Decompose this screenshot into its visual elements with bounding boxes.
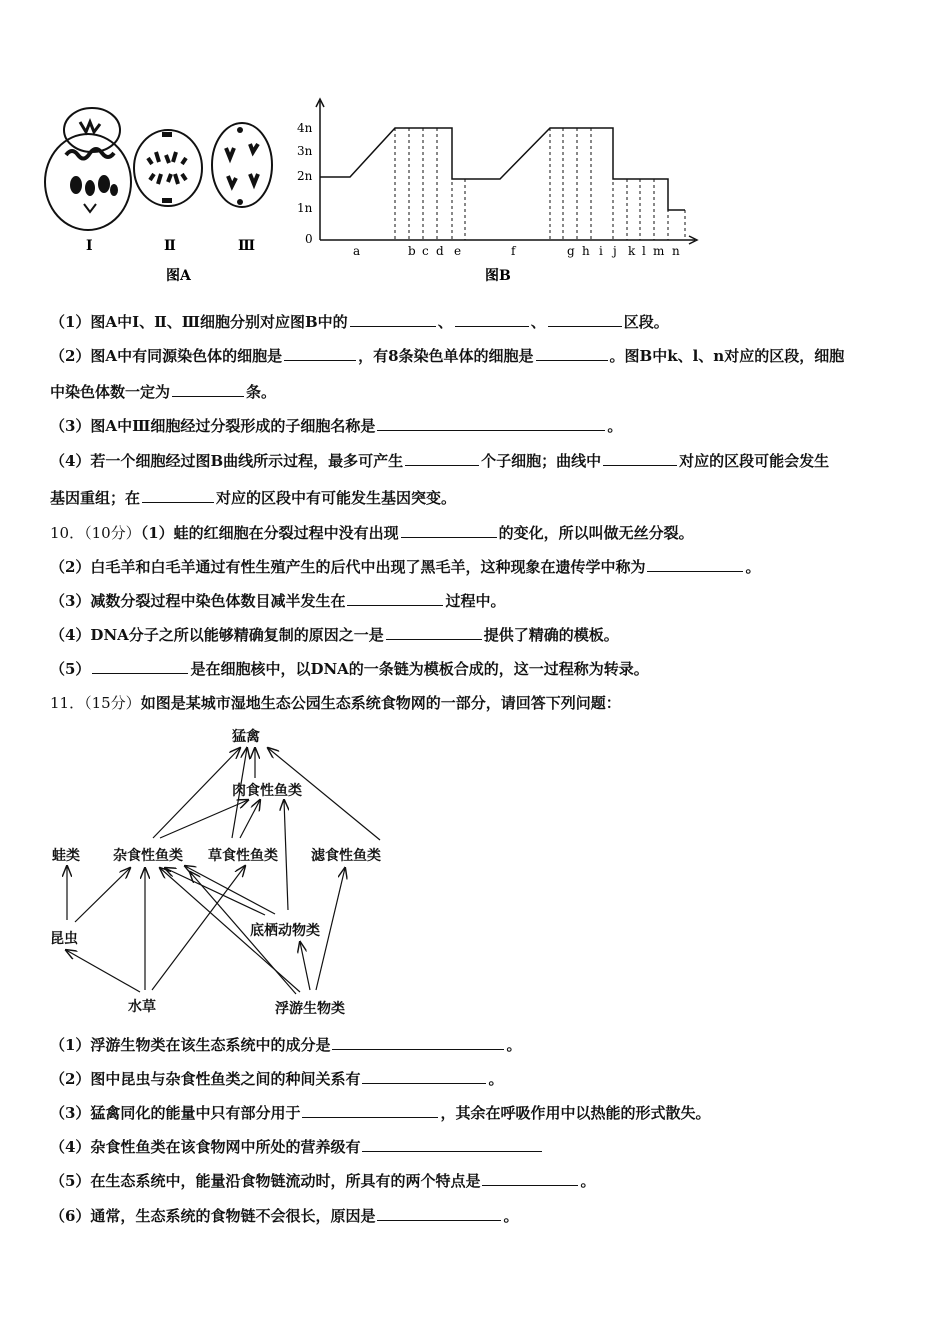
q10-p2: （2）白毛羊和白毛羊通过有性生殖产生的后代中出现了黑毛羊，这种现象在遗传学中称为 。 <box>50 558 761 576</box>
y-tick-1n: 1n <box>297 201 313 215</box>
answer-blank[interactable] <box>362 1137 542 1152</box>
q9-p4: （4）若一个细胞经过图B曲线所示过程，最多可产生 个子细胞；曲线中 对应的区段可能会发生 <box>50 452 830 470</box>
q10-p1: 10．（10分）（1）蛙的红细胞在分裂过程中没有出现 的变化，所以叫做无丝分裂。 <box>50 524 694 542</box>
x-label-l: l <box>642 244 646 258</box>
node-plankton: 浮游生物类 <box>275 1001 345 1017</box>
q9-p2-cont: 中染色体数一定为 条。 <box>50 383 277 401</box>
q9-p1: （1）图A中Ⅰ、Ⅱ、Ⅲ细胞分别对应图B中的 、 、 区段。 <box>50 313 669 331</box>
figure-a-caption: 图A <box>166 268 191 284</box>
cell-2-label: Ⅱ <box>164 238 176 254</box>
node-raptor: 猛禽 <box>232 729 260 745</box>
answer-blank[interactable] <box>482 1171 578 1186</box>
cell-3-label: Ⅲ <box>238 238 256 254</box>
x-label-i: i <box>599 244 603 258</box>
answer-blank[interactable] <box>362 1069 486 1084</box>
x-label-c: c <box>422 244 429 258</box>
question-score: （10分） <box>84 524 141 542</box>
q11-p2: （2）图中昆虫与杂食性鱼类之间的种间关系有 。 <box>50 1070 504 1088</box>
answer-blank[interactable] <box>377 1206 501 1221</box>
x-label-n: n <box>672 244 680 258</box>
answer-blank[interactable] <box>332 1035 504 1050</box>
q9-p4-cont: 基因重组；在 对应的区段中有可能发生基因突变。 <box>50 489 457 507</box>
question-number: 11． <box>50 694 85 712</box>
q11-p6: （6）通常，生态系统的食物链不会很长，原因是 。 <box>50 1207 519 1225</box>
x-label-k: k <box>628 244 636 258</box>
x-label-m: m <box>653 244 665 258</box>
y-tick-2n: 2n <box>297 169 313 183</box>
q9-p3: （3）图A中Ⅲ细胞经过分裂形成的子细胞名称是 。 <box>50 417 623 435</box>
figure-b-caption: 图B <box>485 268 511 284</box>
q10-p5: （5） 是在细胞核中，以DNA的一条链为模板合成的，这一过程称为转录。 <box>50 660 649 678</box>
y-tick-0: 0 <box>305 232 313 246</box>
answer-blank[interactable] <box>302 1103 438 1118</box>
q10-p4: （4）DNA分子之所以能够精确复制的原因之一是 提供了精确的模板。 <box>50 626 619 644</box>
node-waterweed: 水草 <box>128 999 156 1015</box>
q11-p3: （3）猛禽同化的能量中只有部分用于 ，其余在呼吸作用中以热能的形式散失。 <box>50 1104 711 1122</box>
x-label-h: h <box>582 244 590 258</box>
x-label-e: e <box>454 244 462 258</box>
x-label-b: b <box>408 244 416 258</box>
y-tick-4n: 4n <box>297 121 313 135</box>
x-label-a: a <box>353 244 361 258</box>
question-score: （15分） <box>84 694 141 712</box>
q11-p5: （5）在生态系统中，能量沿食物链流动时，所具有的两个特点是 。 <box>50 1172 596 1190</box>
node-frog: 蛙类 <box>52 848 80 864</box>
x-label-f: f <box>511 244 516 258</box>
x-label-g: g <box>567 244 575 258</box>
node-benthic: 底栖动物类 <box>250 923 320 939</box>
q10-p3: （3）减数分裂过程中染色体数目减半发生在 过程中。 <box>50 592 506 610</box>
x-label-d: d <box>436 244 444 258</box>
node-herbivorous-fish: 草食性鱼类 <box>208 848 278 864</box>
node-omnivorous-fish: 杂食性鱼类 <box>113 848 183 864</box>
node-carnivorous-fish: 肉食性鱼类 <box>232 783 302 799</box>
x-label-j: j <box>613 244 617 258</box>
question-number: 10． <box>50 524 85 542</box>
y-tick-3n: 3n <box>297 144 313 158</box>
cell-1-label: Ⅰ <box>86 238 93 254</box>
q11-p4: （4）杂食性鱼类在该食物网中所处的营养级有 <box>50 1137 544 1157</box>
q11-p1: （1）浮游生物类在该生态系统中的成分是 。 <box>50 1036 522 1054</box>
node-insect: 昆虫 <box>50 931 78 947</box>
q11-intro: 11．（15分）如图是某城市湿地生态公园生态系统食物网的一部分，请回答下列问题： <box>50 694 621 712</box>
q9-p2: （2）图A中有同源染色体的细胞是 ，有8条染色单体的细胞是 。图B中k、l、n对应的区段，细胞 <box>50 347 845 365</box>
node-filter-fish: 滤食性鱼类 <box>311 848 381 864</box>
